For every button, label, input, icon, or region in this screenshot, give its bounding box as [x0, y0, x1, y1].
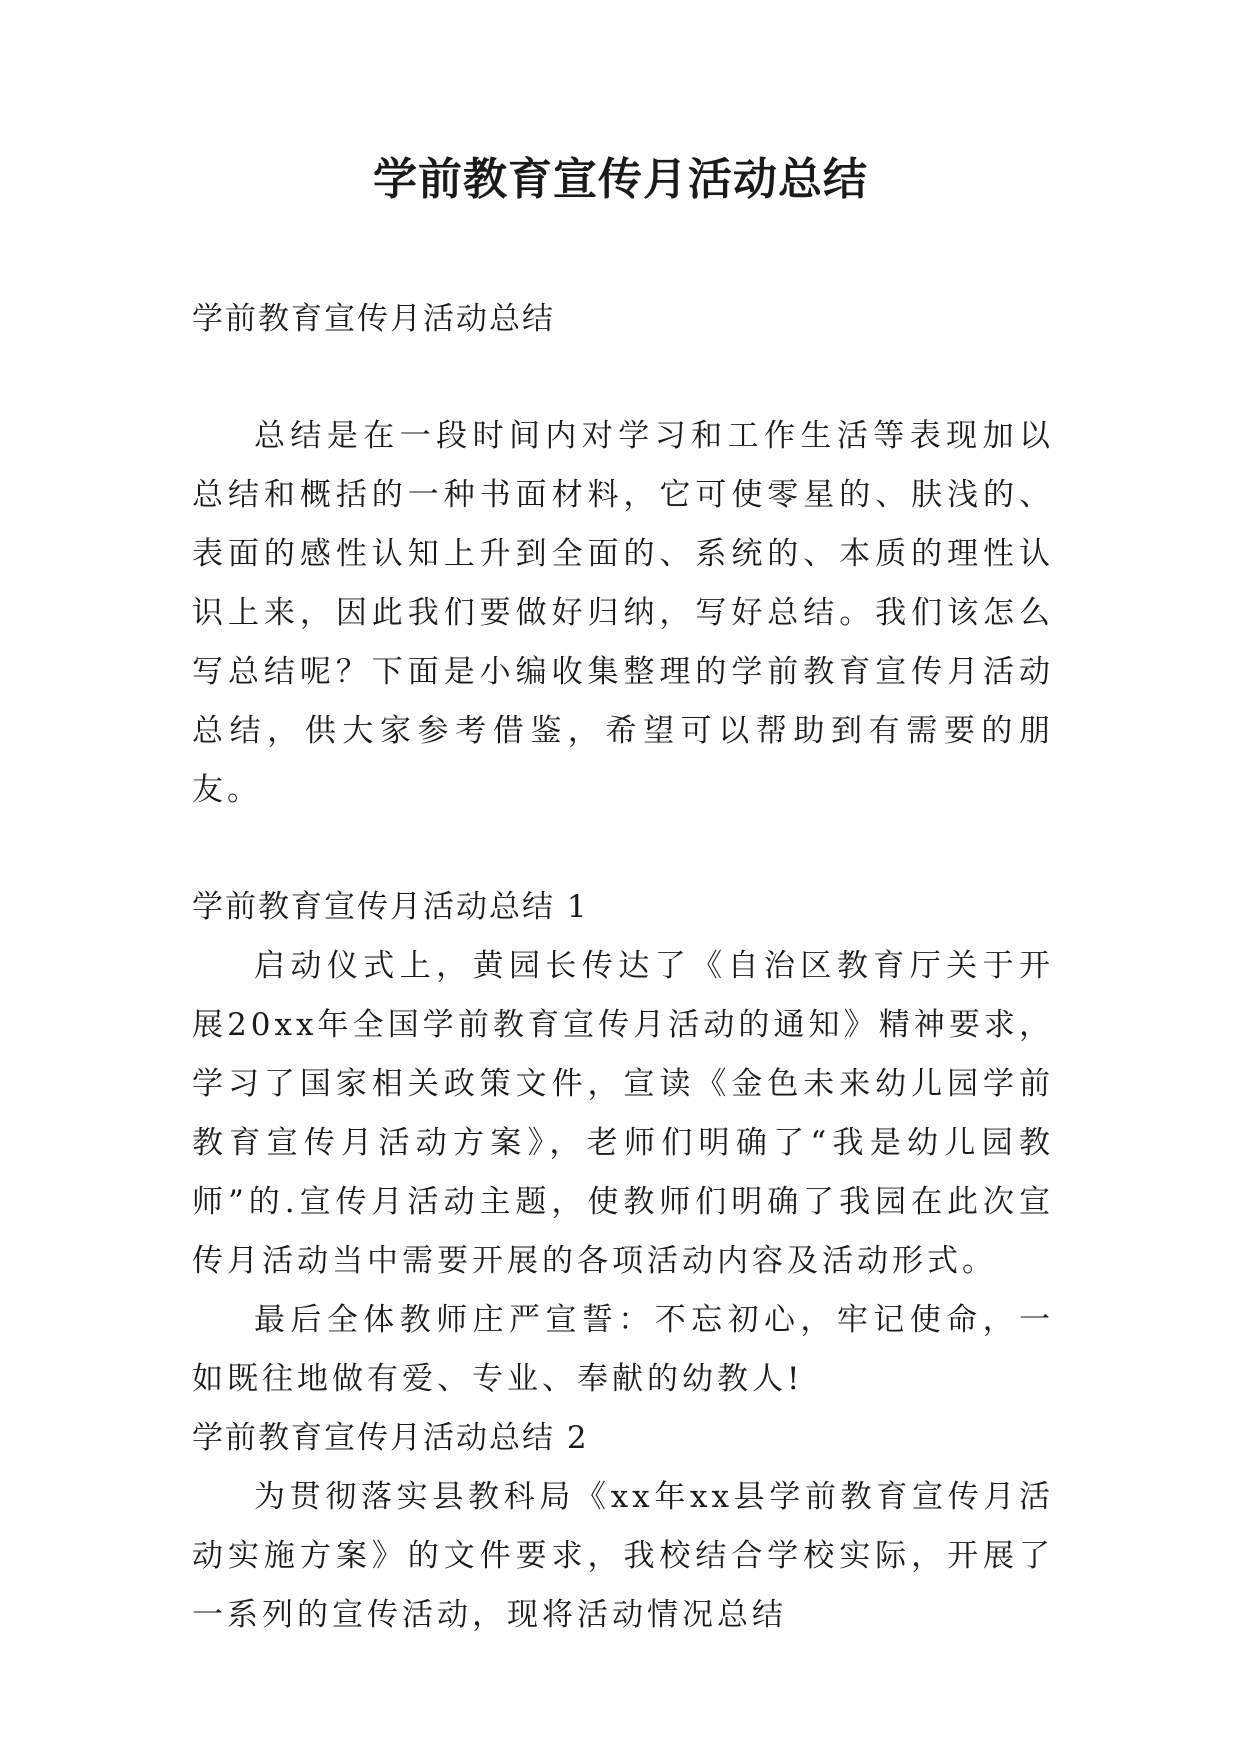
section-heading-2: 学前教育宣传月活动总结 2: [192, 1420, 589, 1456]
document-subtitle: 学前教育宣传月活动总结: [192, 301, 555, 337]
section-1-paragraph-2: 最后全体教师庄严宣誓：不忘初心，牢记使命，一如既往地做有爱、专业、奉献的幼教人!: [192, 1302, 1054, 1397]
section-heading-1: 学前教育宣传月活动总结 1: [192, 889, 589, 925]
document-title: 学前教育宣传月活动总结: [373, 154, 868, 205]
intro-paragraph: 总结是在一段时间内对学习和工作生活等表现加以总结和概括的一种书面材料，它可使零星的、肤浅的、表面的感性认知上升到全面的、系统的、本质的理性认识上来，因此我们要做好归纳，写好总结。我们该怎么写总结呢？下面是小编收集整理的学前教育宣传月活动总结，供大家参考借鉴，希望可以帮助到有需要的朋友。: [192, 418, 1054, 808]
section-2-paragraph-1: 为贯彻落实县教科局《xx年xx县学前教育宣传月活动实施方案》的文件要求，我校结合学校实际，开展了一系列的宣传活动，现将活动情况总结: [192, 1479, 1054, 1633]
section-1-paragraph-1: 启动仪式上，黄园长传达了《自治区教育厅关于开展20xx年全国学前教育宣传月活动的通知》精神要求，学习了国家相关政策文件，宣读《金色未来幼儿园学前教育宣传月活动方案》，老师们明确了“我是幼儿园教师”的.宣传月活动主题，使教师们明确了我园在此次宣传月活动当中需要开展的各项活动内容及活动形式。: [192, 948, 1054, 1279]
document-body: [192, 290, 1054, 1645]
